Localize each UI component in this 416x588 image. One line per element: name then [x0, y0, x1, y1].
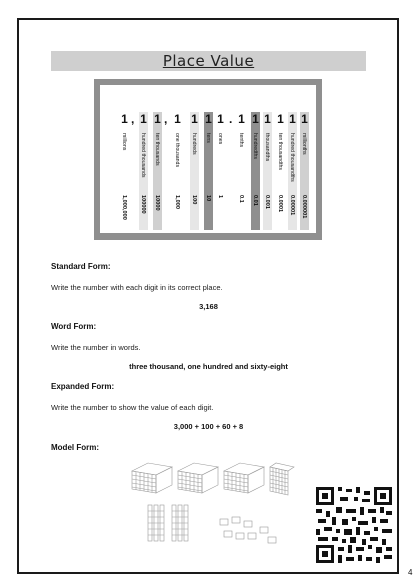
place-digit: 1 [301, 112, 308, 126]
thousand-cube-2 [178, 463, 218, 493]
place-value: 0.001 [264, 195, 270, 209]
place-digit: 1 [264, 112, 271, 126]
ten-rods [148, 505, 188, 541]
word-form-example: three thousand, one hundred and sixty-eight [129, 362, 288, 371]
base-ten-blocks-illustration [128, 461, 298, 551]
place-value: 0.00001 [289, 195, 295, 216]
place-digit: 1 [205, 112, 212, 126]
place-column-one-thousands [173, 112, 182, 230]
expanded-form-heading: Expanded Form: [51, 382, 115, 391]
place-column-tenths [237, 112, 246, 230]
place-column-tens [204, 112, 213, 230]
place-column-hundredths [251, 112, 260, 230]
place-label: hundreds [191, 133, 197, 155]
place-digit: 1 [277, 112, 284, 126]
thousand-cube-3 [224, 463, 264, 493]
place-digit: 1 [140, 112, 147, 126]
page-title: Place Value [162, 52, 255, 70]
place-value: 0.1 [238, 195, 244, 203]
place-column-thousandths [263, 112, 272, 230]
place-column-ones [216, 112, 225, 230]
word-form-heading: Word Form: [51, 322, 97, 331]
place-label: millions [121, 133, 127, 151]
place-value: 100 [191, 195, 197, 205]
unit-cubes [220, 517, 276, 543]
place-value: 100000 [140, 195, 146, 214]
place-column-hundreds [190, 112, 199, 230]
place-digit: 1 [289, 112, 296, 126]
place-column-hundred-thousandths [288, 112, 297, 230]
place-label: hundredths [252, 133, 258, 159]
place-label: tens [205, 133, 211, 143]
page-number: 4 [408, 568, 413, 577]
place-label: ten thousands [154, 133, 160, 166]
standard-form-heading: Standard Form: [51, 262, 111, 271]
place-digit: 1 [154, 112, 161, 126]
qr-code[interactable] [314, 485, 394, 565]
place-value: 10000 [154, 195, 160, 211]
place-value: 0.0001 [277, 195, 283, 213]
place-column-ten-thousands [153, 112, 162, 230]
title-banner [51, 51, 366, 71]
place-value: 1 [217, 195, 223, 199]
place-column-ten-thousandths [276, 112, 285, 230]
digit-separator: . [229, 112, 233, 126]
place-digit: 1 [121, 112, 128, 126]
place-value: 0.000001 [301, 195, 307, 219]
model-form-heading: Model Form: [51, 443, 99, 452]
place-value: 10 [205, 195, 211, 202]
place-label: ten thousandths [277, 133, 283, 170]
place-digit: 1 [238, 112, 245, 126]
place-label: millionths [301, 133, 307, 155]
hundred-flat [270, 463, 294, 495]
place-column-millionths [300, 112, 309, 230]
place-value: 1,000 [174, 195, 180, 209]
digit-separator: , [164, 112, 168, 126]
thousand-cube-1 [132, 463, 172, 493]
place-label: hundred thousandths [289, 133, 295, 182]
place-value-chart [94, 79, 322, 240]
place-label: thousandths [264, 133, 270, 162]
expanded-form-instruction: Write the number to show the value of each digit. [51, 403, 214, 412]
place-label: hundred thousands [140, 133, 146, 178]
place-label: one thousands [174, 133, 180, 168]
place-label: tenths [238, 133, 244, 148]
place-digit: 1 [191, 112, 198, 126]
word-form-instruction: Write the number in words. [51, 343, 141, 352]
place-label: ones [217, 133, 223, 145]
place-digit: 1 [217, 112, 224, 126]
place-value-chart-area [100, 85, 316, 233]
expanded-form-example: 3,000 + 100 + 60 + 8 [173, 422, 244, 431]
digit-separator: , [131, 112, 135, 126]
place-column-hundred-thousands [139, 112, 148, 230]
place-digit: 1 [174, 112, 181, 126]
place-value: 0.01 [252, 195, 258, 206]
standard-form-instruction: Write the number with each digit in its correct place. [51, 283, 223, 292]
place-digit: 1 [252, 112, 259, 126]
standard-form-example: 3,168 [199, 302, 218, 311]
place-value: 1,000,000 [121, 195, 127, 220]
place-column-millions [120, 112, 129, 230]
